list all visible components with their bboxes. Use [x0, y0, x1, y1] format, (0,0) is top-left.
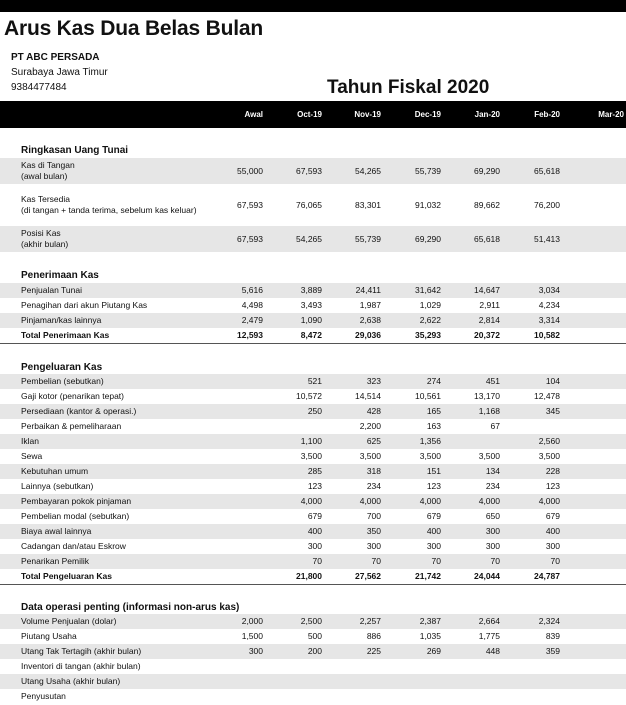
cell-value: 69,290	[415, 234, 441, 244]
cell-value: 54,265	[355, 166, 381, 176]
row-label: Volume Penjualan (dolar)	[21, 616, 117, 626]
table-row	[0, 313, 626, 328]
cell-value: 250	[307, 406, 322, 416]
cell-value: 1,987	[359, 300, 381, 310]
table-row	[0, 404, 626, 419]
row-sublabel: (akhir bulan)	[21, 239, 69, 249]
cell-value: 521	[307, 376, 322, 386]
cell-value: 4,000	[300, 496, 322, 506]
section-cash-receipts: Penerimaan Kas	[21, 270, 99, 281]
cell-value: 123	[545, 481, 560, 491]
cell-value: 300	[545, 541, 560, 551]
cell-value: 10,561	[415, 391, 441, 401]
row-label: Pembayaran pokok pinjaman	[21, 496, 132, 506]
cell-value: 700	[366, 511, 381, 521]
cell-value: 400	[426, 526, 441, 536]
cell-value: 67,593	[296, 166, 322, 176]
table-row	[0, 283, 626, 298]
company-name: PT ABC PERSADA	[11, 52, 100, 63]
column-header-bar	[0, 101, 626, 128]
row-label: Persediaan (kantor & operasi.)	[21, 406, 137, 416]
cell-value: 400	[307, 526, 322, 536]
cell-value: 318	[366, 466, 381, 476]
cell-value: 451	[485, 376, 500, 386]
cell-value: 31,642	[415, 285, 441, 295]
cell-value: 1,029	[419, 300, 441, 310]
table-total-row	[0, 569, 626, 585]
table-row	[0, 419, 626, 434]
table-row	[0, 464, 626, 479]
cell-value: 4,498	[241, 300, 263, 310]
table-row	[0, 226, 626, 252]
cell-value: 228	[545, 466, 560, 476]
row-label: Kas Tersedia	[21, 194, 70, 204]
cell-value: 2,000	[241, 616, 263, 626]
table-row	[0, 674, 626, 689]
table-row	[0, 494, 626, 509]
row-label: Lainnya (sebutkan)	[21, 481, 94, 491]
cell-value: 4,000	[359, 496, 381, 506]
fiscal-year-title: Tahun Fiskal 2020	[327, 77, 490, 98]
row-label: Biaya awal lainnya	[21, 526, 92, 536]
table-row	[0, 629, 626, 644]
cell-value: 200	[307, 646, 322, 656]
cell-value: 54,265	[296, 234, 322, 244]
cell-value: 679	[307, 511, 322, 521]
row-label: Total Penerimaan Kas	[21, 330, 110, 340]
cell-value: 55,739	[415, 166, 441, 176]
cell-value: 359	[545, 646, 560, 656]
cell-value: 13,170	[474, 391, 500, 401]
cell-value: 2,622	[419, 315, 441, 325]
section-operating-data: Data operasi penting (informasi non-arus kas)	[21, 602, 240, 613]
col-header-nov: Nov-19	[354, 110, 381, 119]
cell-value: 1,168	[478, 406, 500, 416]
cell-value: 51,413	[534, 234, 560, 244]
cell-value: 274	[426, 376, 441, 386]
row-label: Penjualan Tunai	[21, 285, 82, 295]
cell-value: 300	[426, 541, 441, 551]
cell-value: 300	[485, 541, 500, 551]
cell-value: 4,234	[538, 300, 560, 310]
cell-value: 76,065	[296, 200, 322, 210]
cell-value: 323	[366, 376, 381, 386]
table-row	[0, 689, 626, 704]
col-header-jan: Jan-20	[474, 110, 500, 119]
cell-value: 20,372	[474, 330, 500, 340]
cell-value: 886	[366, 631, 381, 641]
cell-value: 234	[366, 481, 381, 491]
cell-value: 3,889	[300, 285, 322, 295]
cell-value: 2,257	[359, 616, 381, 626]
cell-value: 89,662	[474, 200, 500, 210]
section-cash-paid: Pengeluaran Kas	[21, 362, 103, 373]
row-label: Pembelian (sebutkan)	[21, 376, 104, 386]
table-row	[0, 434, 626, 449]
row-label: Penarikan Pemilik	[21, 556, 90, 566]
row-label: Utang Tak Tertagih (akhir bulan)	[21, 646, 142, 656]
cell-value: 4,000	[538, 496, 560, 506]
row-label: Inventori di tangan (akhir bulan)	[21, 661, 141, 671]
row-label: Piutang Usaha	[21, 631, 77, 641]
cell-value: 4,000	[478, 496, 500, 506]
cell-value: 3,500	[419, 451, 441, 461]
table-row	[0, 389, 626, 404]
row-label: Total Pengeluaran Kas	[21, 571, 113, 581]
row-label: Cadangan dan/atau Eskrow	[21, 541, 126, 551]
row-label: Perbaikan & pemeliharaan	[21, 421, 122, 431]
cell-value: 679	[545, 511, 560, 521]
cell-value: 300	[485, 526, 500, 536]
cell-value: 134	[485, 466, 500, 476]
cell-value: 225	[366, 646, 381, 656]
cell-value: 2,911	[479, 300, 500, 310]
cell-value: 269	[426, 646, 441, 656]
cell-value: 350	[366, 526, 381, 536]
cell-value: 2,200	[359, 421, 381, 431]
cell-value: 24,044	[474, 571, 500, 581]
cell-value: 91,032	[415, 200, 441, 210]
cell-value: 14,514	[355, 391, 381, 401]
cell-value: 151	[426, 466, 441, 476]
table-row	[0, 374, 626, 389]
cell-value: 625	[366, 436, 381, 446]
row-label: Penyusutan	[21, 691, 66, 701]
cell-value: 448	[485, 646, 500, 656]
cell-value: 650	[485, 511, 500, 521]
col-header-dec: Dec-19	[414, 110, 441, 119]
table-row	[0, 644, 626, 659]
cell-value: 165	[426, 406, 441, 416]
cell-value: 3,034	[538, 285, 560, 295]
cell-value: 2,387	[419, 616, 441, 626]
cell-value: 3,314	[538, 315, 560, 325]
cell-value: 3,500	[538, 451, 560, 461]
cell-value: 300	[248, 646, 263, 656]
cell-value: 3,500	[300, 451, 322, 461]
row-label: Sewa	[21, 451, 43, 461]
cell-value: 67,593	[237, 234, 263, 244]
table-row	[0, 479, 626, 494]
table-row	[0, 509, 626, 524]
cell-value: 839	[545, 631, 560, 641]
cell-value: 12,593	[237, 330, 263, 340]
cell-value: 1,100	[300, 436, 322, 446]
cell-value: 123	[426, 481, 441, 491]
cell-value: 69,290	[474, 166, 500, 176]
table-row	[0, 449, 626, 464]
cell-value: 428	[366, 406, 381, 416]
cell-value: 55,000	[237, 166, 263, 176]
cell-value: 8,472	[300, 330, 322, 340]
cell-value: 70	[431, 556, 441, 566]
cell-value: 2,664	[478, 616, 500, 626]
cell-value: 500	[307, 631, 322, 641]
cell-value: 104	[545, 376, 560, 386]
company-phone: 9384477484	[11, 82, 67, 93]
table-row	[0, 192, 626, 218]
cell-value: 67,593	[237, 200, 263, 210]
cell-value: 21,742	[415, 571, 441, 581]
row-label: Kebutuhan umum	[21, 466, 89, 476]
row-label: Kas di Tangan	[21, 160, 75, 170]
table-total-row	[0, 328, 626, 344]
cell-value: 83,301	[355, 200, 381, 210]
cell-value: 29,036	[355, 330, 381, 340]
cell-value: 3,500	[478, 451, 500, 461]
cell-value: 24,411	[355, 285, 381, 295]
cell-value: 14,647	[474, 285, 500, 295]
col-header-feb: Feb-20	[534, 110, 560, 119]
cell-value: 27,562	[355, 571, 381, 581]
cell-value: 2,638	[359, 315, 381, 325]
cell-value: 35,293	[415, 330, 441, 340]
table-row	[0, 554, 626, 569]
cell-value: 67	[490, 421, 500, 431]
cell-value: 400	[545, 526, 560, 536]
row-label: Iklan	[21, 436, 39, 446]
cell-value: 300	[307, 541, 322, 551]
cell-value: 1,035	[419, 631, 441, 641]
cell-value: 70	[371, 556, 381, 566]
cell-value: 163	[426, 421, 441, 431]
cell-value: 4,000	[419, 496, 441, 506]
table-row	[0, 298, 626, 313]
row-label: Posisi Kas	[21, 228, 61, 238]
row-sublabel: (di tangan + tanda terima, sebelum kas keluar)	[21, 205, 197, 215]
col-header-start: Awal	[244, 110, 263, 119]
cell-value: 21,800	[296, 571, 322, 581]
report-title: Arus Kas Dua Belas Bulan	[4, 17, 263, 40]
cell-value: 65,618	[474, 234, 500, 244]
cell-value: 2,560	[538, 436, 560, 446]
table-row	[0, 539, 626, 554]
col-header-mar: Mar-20	[598, 110, 624, 119]
row-label: Penagihan dari akun Piutang Kas	[21, 300, 148, 310]
cell-value: 76,200	[534, 200, 560, 210]
cell-value: 1,775	[478, 631, 500, 641]
row-label: Pembelian modal (sebutkan)	[21, 511, 130, 521]
table-row	[0, 158, 626, 184]
cell-value: 70	[550, 556, 560, 566]
cell-value: 3,493	[300, 300, 322, 310]
cell-value: 679	[426, 511, 441, 521]
section-cash-summary: Ringkasan Uang Tunai	[21, 145, 129, 156]
table-row	[0, 614, 626, 629]
cell-value: 1,500	[241, 631, 263, 641]
cell-value: 234	[485, 481, 500, 491]
row-label: Gaji kotor (penarikan tepat)	[21, 391, 124, 401]
cell-value: 2,479	[241, 315, 263, 325]
top-black-bar	[0, 0, 626, 12]
cell-value: 1,090	[300, 315, 322, 325]
cell-value: 24,787	[534, 571, 560, 581]
row-label: Utang Usaha (akhir bulan)	[21, 676, 121, 686]
cell-value: 12,478	[534, 391, 560, 401]
cell-value: 70	[490, 556, 500, 566]
row-sublabel: (awal bulan)	[21, 171, 68, 181]
company-city: Surabaya Jawa Timur	[11, 67, 108, 78]
cell-value: 10,582	[534, 330, 560, 340]
cell-value: 2,500	[300, 616, 322, 626]
cell-value: 70	[312, 556, 322, 566]
cell-value: 285	[307, 466, 322, 476]
table-row	[0, 659, 626, 674]
table-row	[0, 524, 626, 539]
cell-value: 1,356	[419, 436, 441, 446]
cell-value: 2,324	[538, 616, 560, 626]
cell-value: 300	[366, 541, 381, 551]
col-header-oct: Oct-19	[297, 110, 322, 119]
cell-value: 2,814	[478, 315, 500, 325]
row-label: Pinjaman/kas lainnya	[21, 315, 102, 325]
cell-value: 55,739	[355, 234, 381, 244]
cell-value: 5,616	[241, 285, 263, 295]
cell-value: 3,500	[359, 451, 381, 461]
cell-value: 10,572	[296, 391, 322, 401]
cell-value: 123	[307, 481, 322, 491]
cell-value: 345	[545, 406, 560, 416]
cell-value: 65,618	[534, 166, 560, 176]
